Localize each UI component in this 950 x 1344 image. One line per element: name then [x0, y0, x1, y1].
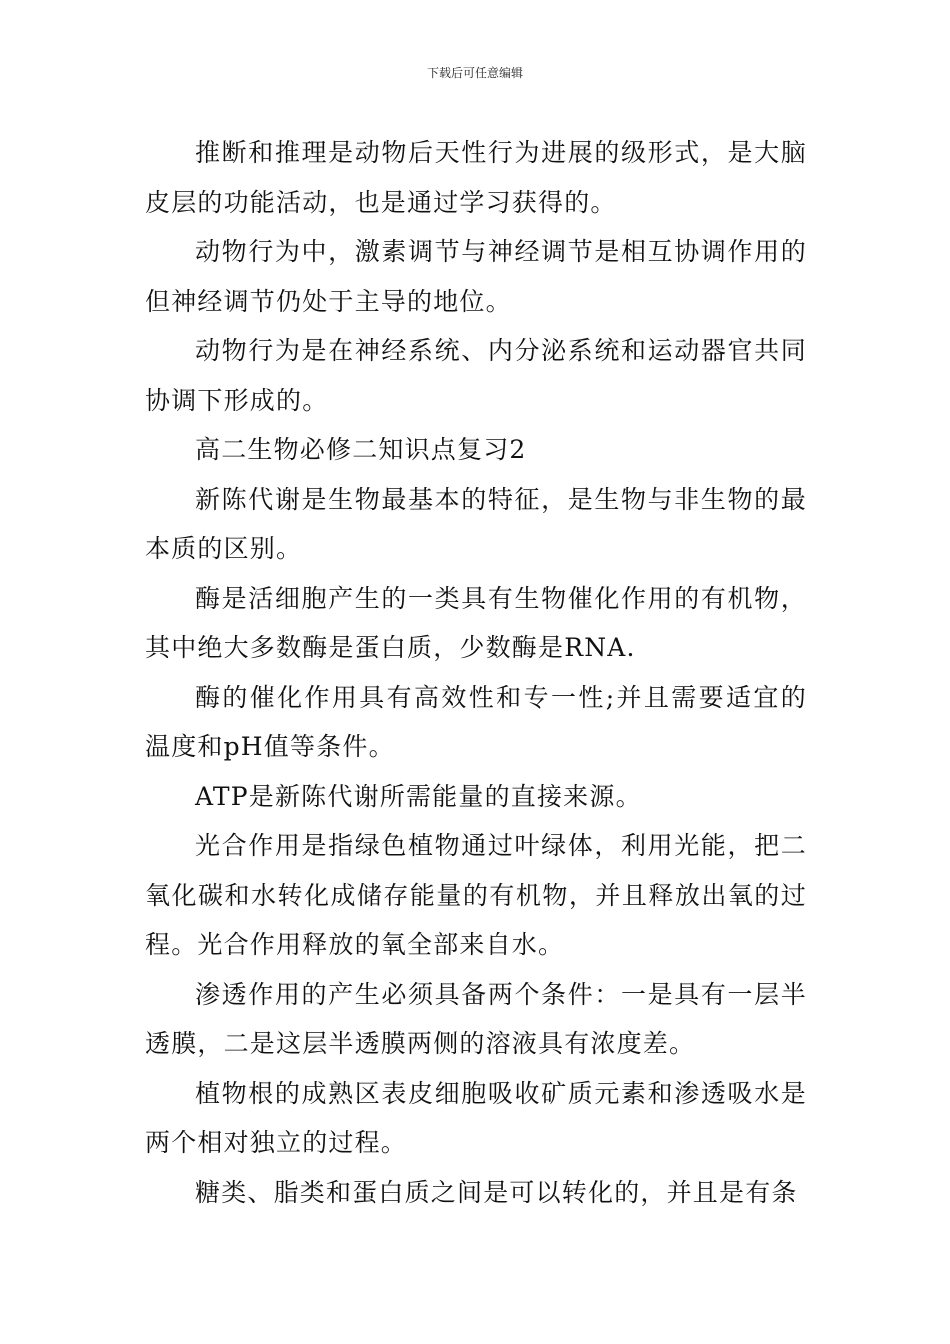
- paragraph: 酶的催化作用具有高效性和专一性;并且需要适宜的温度和pH值等条件。: [145, 682, 807, 761]
- paragraph: 酶是活细胞产生的一类具有生物催化作用的有机物，其中绝大多数酶是蛋白质，少数酶是RNA.: [145, 583, 807, 662]
- paragraph: 光合作用是指绿色植物通过叶绿体，利用光能，把二氧化碳和水转化成储存能量的有机物，并且释放出氧的过程。光合作用释放的氧全部来自水。: [145, 831, 807, 959]
- paragraph: 动物行为是在神经系统、内分泌系统和运动器官共同协调下形成的。: [145, 336, 807, 415]
- paragraph: 推断和推理是动物后天性行为进展的级形式，是大脑皮层的功能活动，也是通过学习获得的。: [145, 138, 807, 217]
- document-body: [145, 128, 807, 1217]
- paragraph: 渗透作用的产生必须具备两个条件：一是具有一层半透膜，二是这层半透膜两侧的溶液具有浓度差。: [145, 979, 807, 1058]
- header-note: 下载后可任意编辑: [426, 66, 523, 80]
- paragraph: 植物根的成熟区表皮细胞吸收矿质元素和渗透吸水是两个相对独立的过程。: [145, 1078, 807, 1157]
- paragraph: 动物行为中，激素调节与神经调节是相互协调作用的但神经调节仍处于主导的地位。: [145, 237, 807, 316]
- paragraph: 糖类、脂类和蛋白质之间是可以转化的，并且是有条: [195, 1177, 798, 1207]
- paragraph: 新陈代谢是生物最基本的特征，是生物与非生物的最本质的区别。: [145, 484, 807, 563]
- section-heading: 高二生物必修二知识点复习2: [195, 435, 527, 464]
- paragraph: ATP是新陈代谢所需能量的直接来源。: [195, 781, 642, 811]
